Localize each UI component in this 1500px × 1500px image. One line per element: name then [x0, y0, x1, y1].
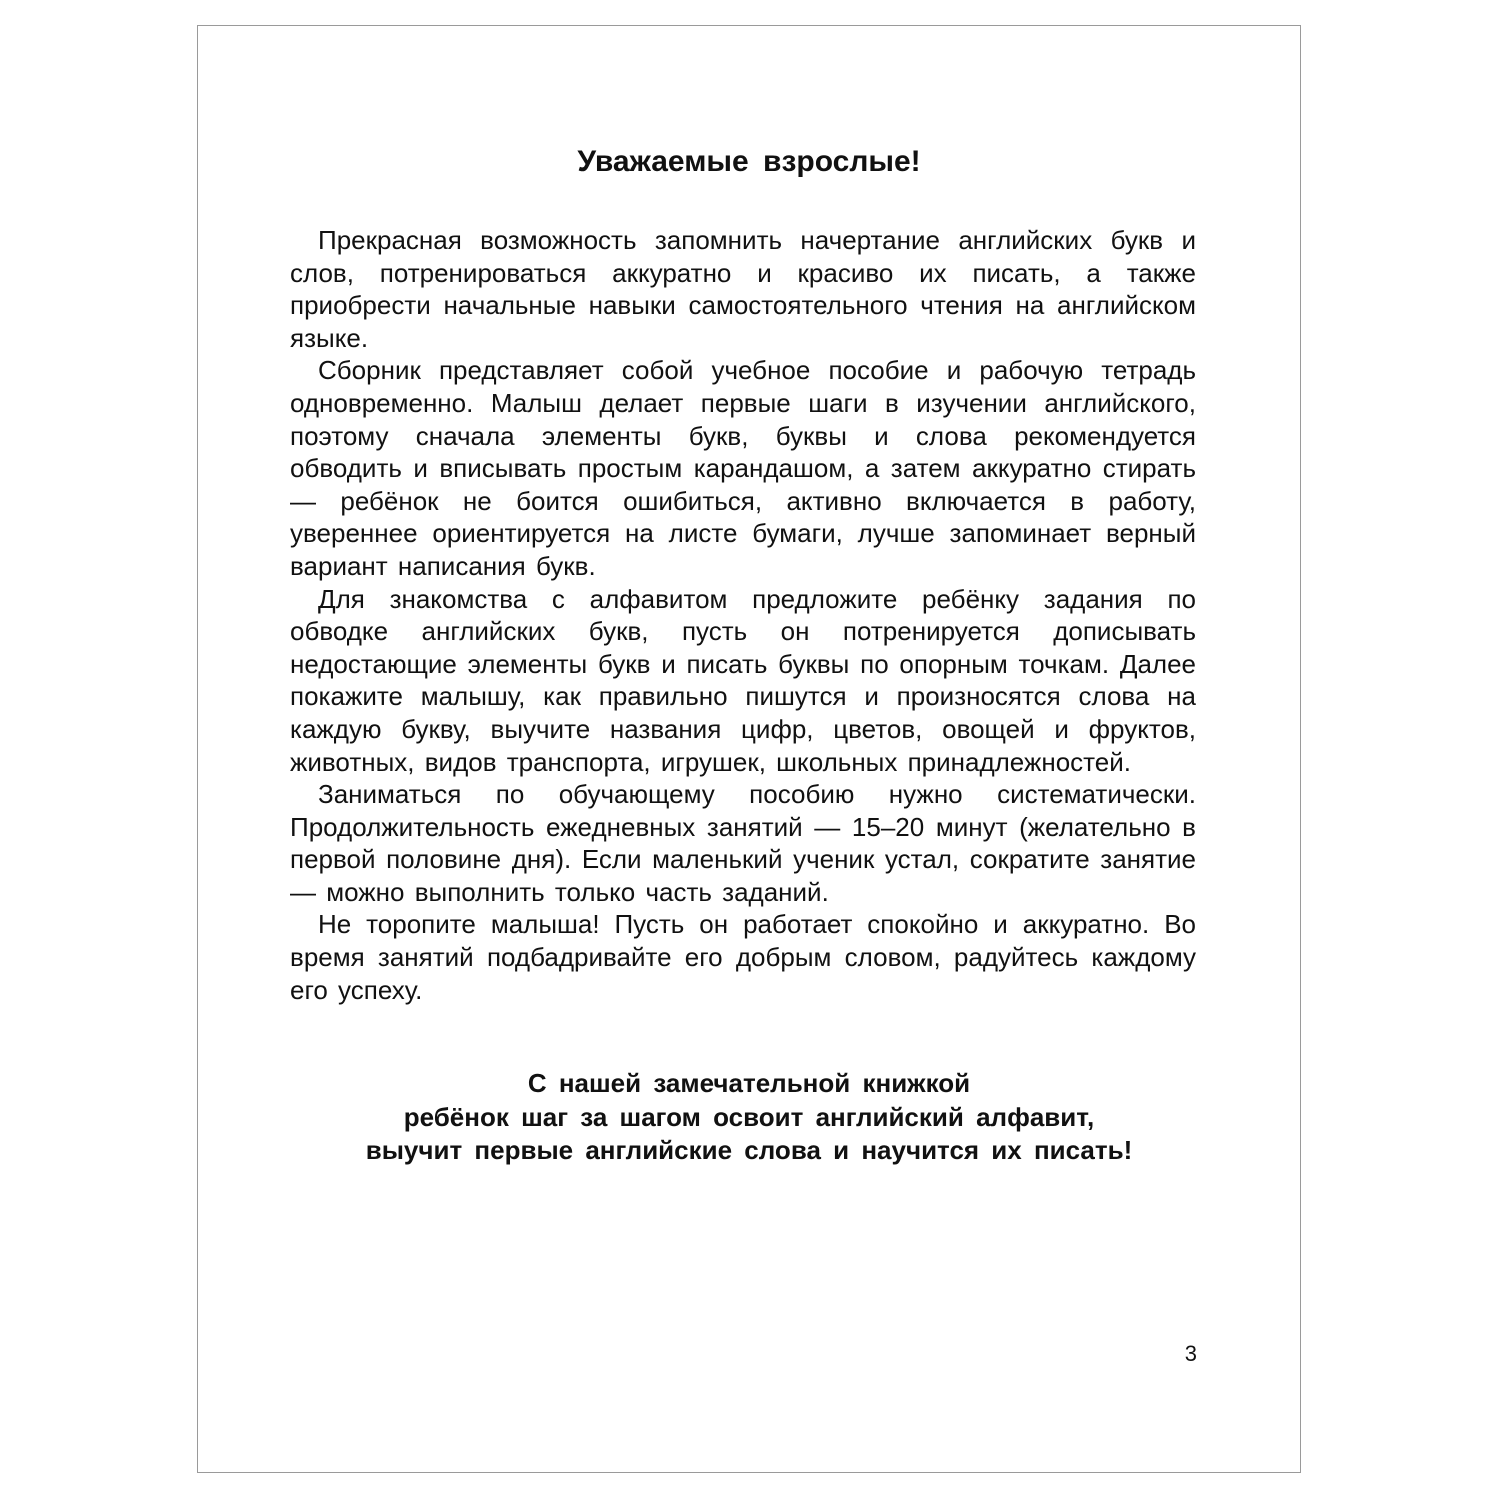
page-number: 3	[1184, 1341, 1197, 1366]
document-page	[197, 25, 1301, 1473]
closing-statement	[198, 1067, 1300, 1168]
paragraph-2: Сборник представляет собой учебное пособие и рабочую тетрадь одновременно. Малыш делает первые шаги в изучении английского, поэтому сначала элементы букв, буквы и слова рекомендуется обводить и вписывать простым карандашом, а затем аккуратно стирать — ребёнок не боится ошибиться, активно включается в работу, увереннее ориентируется на листе бумаги, лучше запоминает верный вариант написания букв.	[290, 355, 1196, 581]
paragraph-5: Не торопите малыша! Пусть он работает спокойно и аккуратно. Во время занятий подбадривайте его добрым словом, радуйтесь каждому его успеху.	[290, 909, 1196, 1005]
page-title: Уважаемые взрослые!	[577, 145, 921, 178]
paragraph-4: Заниматься по обучающему пособию нужно систематически. Продолжительность ежедневных занятий — 15–20 минут (желательно в первой половине дня). Если маленький ученик устал, сократите занятие — можно выполнить только часть заданий.	[290, 779, 1196, 907]
paragraph-1: Прекрасная возможность запомнить начертание английских букв и слов, потренироваться аккуратно и красиво их писать, а также приобрести начальные навыки самостоятельного чтения на английском языке.	[290, 225, 1196, 353]
body-text	[290, 224, 1196, 1006]
closing-line-3: выучит первые английские слова и научится их писать!	[365, 1135, 1133, 1165]
paragraph-3: Для знакомства с алфавитом предложите ребёнку задания по обводке английских букв, пусть он потренируется дописывать недостающие элементы букв и писать буквы по опорным точкам. Далее покажите малышу, как правильно пишутся и произносятся слова на каждую букву, выучите названия цифр, цветов, овощей и фруктов, животных, видов транспорта, игрушек, школьных принадлежностей.	[290, 583, 1196, 777]
closing-line-1: С нашей замечательной книжкой	[527, 1068, 971, 1098]
closing-line-2: ребёнок шаг за шагом освоит английский алфавит,	[403, 1101, 1095, 1132]
